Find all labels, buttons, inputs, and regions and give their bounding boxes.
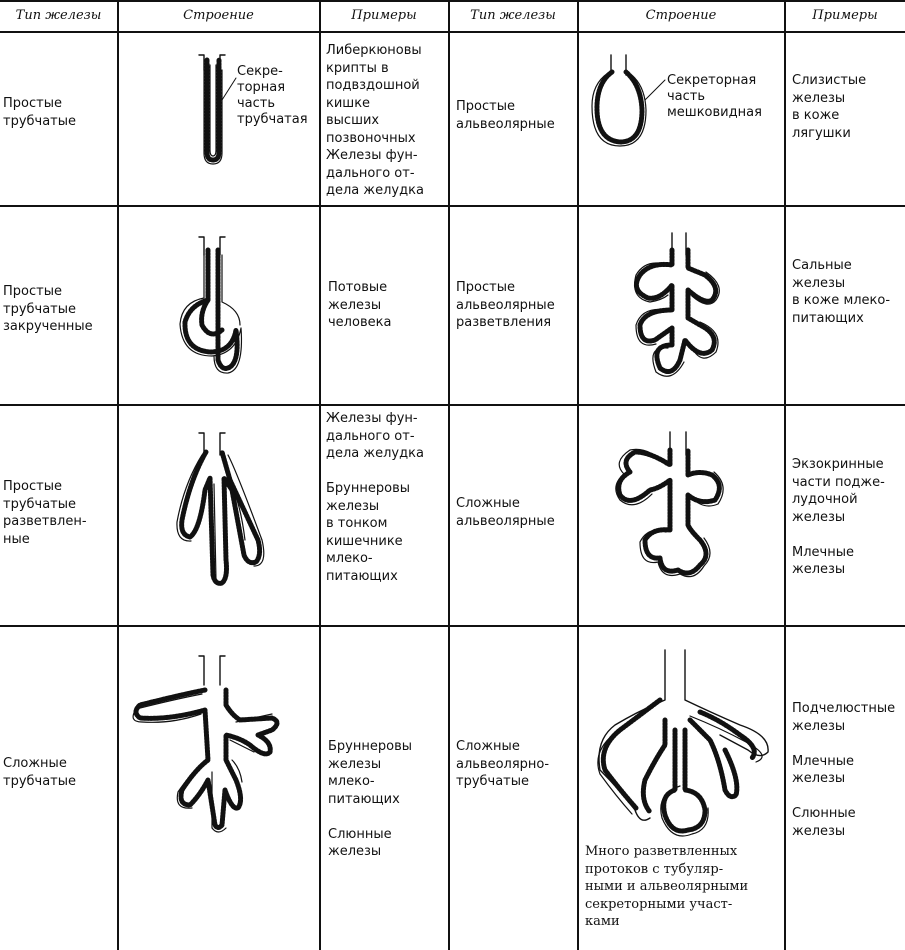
header-structure-left: Строение bbox=[183, 7, 254, 23]
row1-left-type: Простые трубчатые bbox=[3, 96, 77, 129]
row1-right-examples: Слизистые железы в коже лягушки bbox=[792, 73, 867, 141]
row4-right-type: Сложные альвеолярно- трубчатые bbox=[456, 739, 550, 789]
row4-right-examples: Подчелюстные железы Млечные железы Слюнные железы bbox=[792, 701, 896, 839]
row4-right-note: Много разветвленных протоков с тубуляр- ными и альвеолярными секреторными участ- ками bbox=[585, 844, 749, 929]
header-examples-left: Примеры bbox=[351, 7, 417, 23]
header-type-right: Тип железы bbox=[470, 7, 556, 23]
compound-alveolar-tubular-diagram bbox=[598, 650, 768, 836]
simple-alveolar-diagram bbox=[592, 55, 665, 146]
row2-left-type: Простые трубчатые закрученные bbox=[3, 284, 93, 334]
simple-tubular-diagram bbox=[199, 55, 236, 164]
header-type-left: Тип железы bbox=[15, 7, 102, 23]
row1-left-label: Секре- торная часть трубчатая bbox=[237, 64, 308, 127]
row2-left-examples: Потовые железы человека bbox=[328, 280, 392, 330]
row1-right-type: Простые альвеолярные bbox=[456, 99, 555, 132]
row3-right-examples: Экзокринные части подже- лудочной железы Млечные железы bbox=[792, 457, 885, 577]
row1-left-examples: Либеркюновы крипты в подвздошной кишке высших позвоночных Железы фун- дального от- дела желудка bbox=[326, 43, 424, 198]
branched-tubular-diagram bbox=[177, 433, 264, 583]
row2-right-examples: Сальные железы в коже млеко- питающих bbox=[792, 258, 891, 326]
row3-left-examples: Железы фун- дального от- дела желудка Бруннеровы железы в тонком кишечнике млеко- питающих bbox=[326, 411, 424, 584]
row2-right-type: Простые альвеолярные разветвления bbox=[456, 280, 555, 330]
row3-left-type: Простые трубчатые разветвлен- ные bbox=[3, 479, 87, 547]
row4-left-type: Сложные трубчатые bbox=[3, 756, 77, 789]
compound-alveolar-diagram bbox=[616, 432, 723, 577]
row1-right-label: Секреторная часть мешковидная bbox=[667, 73, 762, 120]
header-structure-right: Строение bbox=[645, 7, 717, 23]
coiled-tubular-diagram bbox=[180, 237, 241, 373]
row4-left-examples: Бруннеровы железы млеко- питающих Слюнные железы bbox=[328, 739, 412, 859]
row3-right-type: Сложные альвеолярные bbox=[456, 496, 555, 529]
compound-tubular-diagram bbox=[133, 656, 277, 832]
branched-alveolar-diagram bbox=[635, 233, 720, 376]
header-examples-right: Примеры bbox=[812, 7, 878, 23]
